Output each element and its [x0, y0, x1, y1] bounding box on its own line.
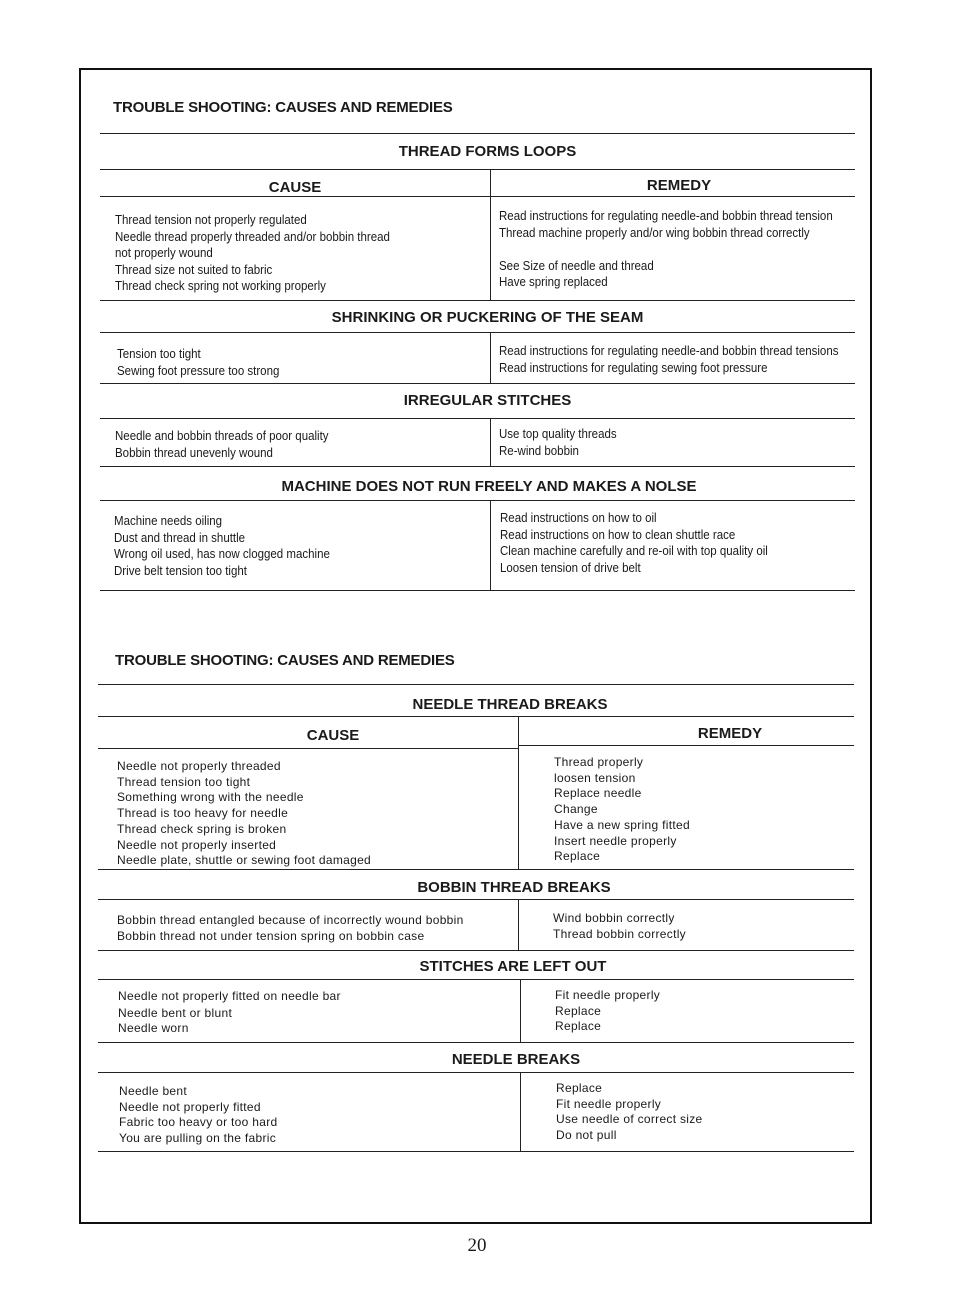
remedy-item: Use top quality threads [499, 427, 617, 441]
remedy-item: Read instructions for regulating sewing foot pressure [499, 360, 768, 375]
remedy-item: Wind bobbin correctly [553, 911, 675, 925]
remedies-bobbin-thread-breaks [553, 911, 686, 942]
section-heading-stitches-left-out: STITCHES ARE LEFT OUT [419, 958, 607, 975]
remedy-item [499, 241, 833, 258]
remedy-item: Read instructions for regulating needle-and bobbin thread tensions [499, 344, 839, 358]
cause-column-header: CAUSE [268, 179, 322, 196]
remedy-item: loosen tension [554, 770, 636, 785]
divider [518, 745, 854, 746]
remedy-item: Re-wind bobbin [499, 443, 579, 458]
cause-item: Needle bent [119, 1084, 188, 1098]
remedy-item: Clean machine carefully and re-oil with top quality oil [500, 544, 768, 558]
cause-item: Needle thread properly threaded and/or bobbin thread [115, 229, 390, 244]
cause-item: Thread check spring not working properly [115, 279, 326, 293]
remedies-needle-thread-breaks [554, 755, 690, 865]
column-divider [490, 500, 491, 590]
causes-needle-thread-breaks [117, 759, 371, 869]
section-heading-needle-thread-breaks: NEEDLE THREAD BREAKS [412, 696, 608, 713]
column-divider [518, 899, 519, 950]
divider [100, 169, 855, 170]
remedy-item: Replace [555, 1003, 602, 1018]
cause-item: Machine needs oiling [114, 514, 223, 528]
divider [100, 332, 855, 333]
remedy-item: See Size of needle and thread [499, 258, 654, 273]
causes-shrinking-puckering [117, 346, 279, 379]
remedies-shrinking-puckering [499, 343, 838, 376]
cause-item: Bobbin thread unevenly wound [115, 445, 273, 460]
cause-item: Something wrong with the needle [117, 790, 304, 805]
cause-item: Needle not properly fitted on needle bar [118, 989, 341, 1003]
divider [98, 748, 518, 749]
divider [100, 500, 855, 501]
divider [98, 1151, 854, 1152]
remedy-item: Change [554, 802, 598, 817]
cause-item: Needle not properly inserted [117, 837, 277, 852]
divider [98, 716, 854, 717]
remedy-column-header: REMEDY [646, 177, 712, 194]
column-divider [490, 169, 491, 300]
remedies-irregular-stitches [499, 426, 617, 459]
cause-item: Wrong oil used, has now clogged machine [114, 547, 330, 561]
section-heading-shrinking-puckering: SHRINKING OR PUCKERING OF THE SEAM [331, 309, 644, 326]
remedy-item: Replace needle [554, 786, 642, 801]
divider [98, 684, 854, 685]
cause-item: not properly wound [115, 246, 213, 260]
divider [98, 869, 854, 870]
remedy-item: Fit needle properly [556, 1096, 662, 1111]
cause-column-header: CAUSE [306, 727, 360, 744]
remedy-item: Loosen tension of drive belt [500, 560, 641, 575]
divider [100, 300, 855, 301]
remedy-item: Thread bobbin correctly [553, 926, 686, 941]
divider [100, 418, 855, 419]
cause-item: You are pulling on the fabric [119, 1131, 277, 1146]
divider [98, 1072, 854, 1073]
column-divider [520, 979, 521, 1042]
divider [100, 133, 855, 134]
cause-item: Dust and thread in shuttle [114, 530, 246, 545]
section-heading-machine-not-running-freely: MACHINE DOES NOT RUN FREELY AND MAKES A NOLSE [281, 478, 697, 495]
column-divider [490, 332, 491, 383]
lower-title: TROUBLE SHOOTING: CAUSES AND REMEDIES [115, 652, 455, 669]
cause-item: Thread check spring is broken [117, 821, 287, 836]
section-heading-needle-breaks: NEEDLE BREAKS [451, 1051, 581, 1068]
section-heading-bobbin-thread-breaks: BOBBIN THREAD BREAKS [417, 879, 611, 896]
remedy-item: Have spring replaced [499, 275, 608, 289]
causes-bobbin-thread-breaks [117, 913, 464, 944]
cause-item: Thread size not suited to fabric [115, 262, 273, 277]
causes-thread-forms-loops [115, 212, 390, 295]
cause-item: Bobbin thread not under tension spring on bobbin case [117, 928, 425, 943]
cause-item: Thread is too heavy for needle [117, 806, 289, 821]
divider [98, 899, 854, 900]
remedy-item: Replace [554, 849, 601, 864]
cause-item: Needle bent or blunt [118, 1005, 233, 1020]
cause-item: Needle plate, shuttle or sewing foot damaged [117, 853, 372, 868]
remedy-item: Thread properly [554, 755, 644, 769]
remedy-item: Fit needle properly [555, 988, 661, 1002]
remedy-item: Replace [555, 1019, 602, 1034]
column-divider [490, 418, 491, 466]
upper-title: TROUBLE SHOOTING: CAUSES AND REMEDIES [113, 99, 453, 116]
cause-item: Needle worn [118, 1021, 189, 1036]
remedy-item: Do not pull [556, 1128, 617, 1143]
divider [98, 979, 854, 980]
remedies-thread-forms-loops [499, 208, 833, 291]
causes-needle-breaks [119, 1084, 277, 1147]
remedy-item: Read instructions on how to oil [500, 511, 657, 525]
section-heading-thread-forms-loops: THREAD FORMS LOOPS [398, 143, 577, 160]
cause-item: Bobbin thread entangled because of incorrectly wound bobbin [117, 913, 464, 927]
cause-item: Needle not properly fitted [119, 1099, 261, 1114]
cause-item: Drive belt tension too tight [114, 563, 247, 578]
divider [100, 590, 855, 591]
remedy-item: Read instructions for regulating needle-and bobbin thread tension [499, 209, 833, 223]
remedies-stitches-left-out [555, 988, 660, 1035]
column-divider [518, 716, 519, 869]
column-divider [520, 1072, 521, 1151]
cause-item: Needle not properly threaded [117, 759, 281, 773]
remedy-item: Have a new spring fitted [554, 817, 690, 832]
remedy-item: Insert needle properly [554, 833, 677, 848]
remedy-item: Replace [556, 1081, 603, 1095]
page-number: 20 [467, 1235, 487, 1256]
remedies-machine-not-running-freely [500, 510, 768, 576]
remedy-item: Use needle of correct size [556, 1112, 703, 1127]
remedies-needle-breaks [556, 1081, 703, 1144]
remedy-item: Read instructions on how to clean shuttle race [500, 527, 736, 542]
section-heading-irregular-stitches: IRREGULAR STITCHES [403, 392, 572, 409]
causes-stitches-left-out [118, 989, 341, 1037]
divider [98, 950, 854, 951]
cause-item: Tension too tight [117, 347, 201, 361]
remedy-column-header: REMEDY [697, 725, 763, 742]
remedy-item: Thread machine properly and/or wing bobbin thread correctly [499, 225, 810, 240]
causes-irregular-stitches [115, 428, 329, 461]
divider [98, 1042, 854, 1043]
cause-item: Needle and bobbin threads of poor quality [115, 429, 329, 443]
cause-item: Fabric too heavy or too hard [119, 1115, 278, 1130]
cause-item: Thread tension not properly regulated [115, 213, 307, 227]
divider [100, 196, 855, 197]
cause-item: Thread tension too tight [117, 774, 251, 789]
cause-item: Sewing foot pressure too strong [117, 363, 280, 378]
divider [100, 466, 855, 467]
divider [100, 383, 855, 384]
causes-machine-not-running-freely [114, 513, 330, 579]
